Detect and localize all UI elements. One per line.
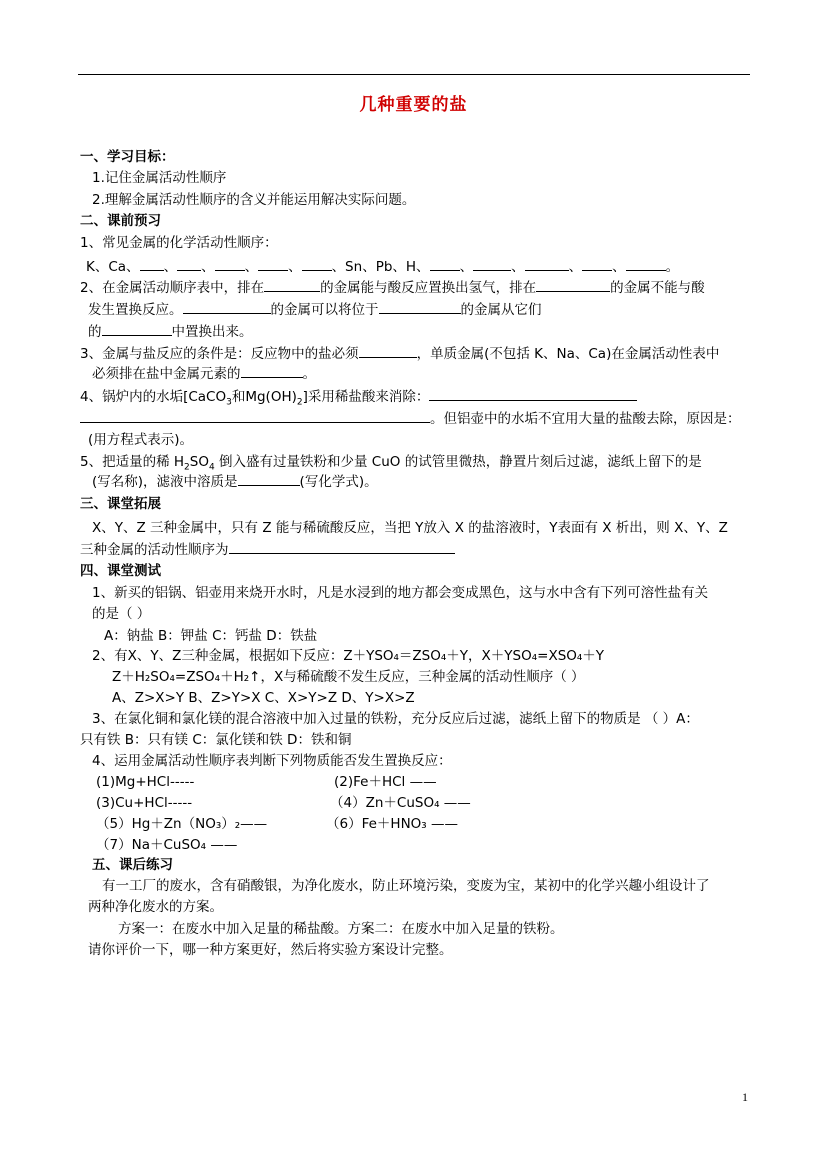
text-segment: 中置换出来。: [171, 324, 253, 340]
preview-q2-line1: [80, 278, 705, 298]
answer-blank: [215, 257, 245, 271]
preview-q4-line2: [80, 409, 741, 429]
answer-blank: [379, 300, 461, 314]
answer-blank: [140, 257, 164, 271]
preview-q4-line3: (用方程式表示)。: [88, 432, 194, 448]
extension-text-line1: X、Y、Z 三种金属中，只有 Z 能与稀硫酸反应，当把 Y放入 X 的盐溶液时，Y表面有 X 析出，则 X、Y、Z: [92, 520, 728, 536]
answer-blank: [430, 257, 460, 271]
answer-blank: [183, 300, 271, 314]
text-segment: 的金属从它们: [460, 302, 542, 318]
text-segment: 、: [201, 259, 215, 275]
preview-q3-line1: [80, 344, 719, 364]
text-segment: 、: [568, 259, 583, 275]
answer-blank: [302, 257, 332, 271]
text-segment: 。但铝壶中的水垢不宜用大量的盐酸去除，原因是：: [430, 411, 741, 427]
answer-blank: [80, 409, 430, 423]
subscript: 4: [208, 462, 215, 473]
preview-q5-line2: [92, 472, 378, 492]
answer-blank: [177, 257, 201, 271]
reaction-3: (3)Cu+HCl-----: [96, 795, 193, 811]
text-segment: SO: [189, 454, 209, 470]
answer-blank: [264, 278, 320, 292]
preview-q2-line3: [88, 322, 253, 342]
homework-line4: 请你评价一下，哪一种方案更好，然后将实验方案设计完整。: [88, 942, 453, 958]
text-segment: 3、金属与盐反应的条件是：反应物中的盐必须: [80, 346, 359, 362]
reaction-5: （5）Hg＋Zn（NO₃）₂——: [96, 816, 268, 832]
text-segment: ]采用稀盐酸来消除：: [302, 389, 430, 405]
answer-blank: [582, 257, 612, 271]
text-segment: 倒入盛有过量铁粉和少量 CuO 的试管里微热，静置片刻后过滤，滤纸上留下的是: [214, 454, 702, 470]
test-q2-options: A、Z>X>Y B、Z>Y>X C、X>Y>Z D、Y>X>Z: [112, 690, 415, 706]
reaction-1: (1)Mg+HCl-----: [96, 774, 195, 790]
text-segment: (写化学式)。: [299, 474, 378, 490]
text-segment: 。: [302, 366, 316, 382]
section-heading-goals: 一、学习目标：: [80, 149, 175, 165]
text-segment: 、: [511, 259, 525, 275]
text-segment: 、Sn、Pb、H、: [331, 259, 430, 275]
answer-blank: [536, 278, 610, 292]
text-segment: 发生置换反应。: [88, 302, 183, 318]
preview-q1-blanks: [86, 257, 679, 277]
answer-blank: [473, 257, 511, 271]
test-q1-options: A：钠盐 B：钾盐 C：钙盐 D：铁盐: [104, 628, 318, 644]
text-segment: K、Ca、: [86, 259, 140, 275]
reaction-6: （6）Fe＋HNO₃ ——: [326, 816, 459, 832]
subscript: 2: [184, 462, 190, 473]
section-heading-preview: 二、课前预习: [80, 213, 161, 229]
test-q1-line1: 1、新买的铝锅、铝壶用来烧开水时，凡是水浸到的地方都会变成黑色，这与水中含有下列可溶性盐有关: [92, 585, 709, 601]
text-segment: 必须排在盐中金属元素的: [92, 366, 241, 382]
section-heading-homework: 五、课后练习: [92, 857, 173, 873]
text-segment: 的金属能与酸反应置换出氢气，排在: [320, 280, 537, 296]
test-q2-line2: Z＋H₂SO₄=ZSO₄＋H₂↑，X与稀硫酸不发生反应，三种金属的活动性顺序（ ）: [112, 669, 585, 685]
answer-blank: [359, 344, 417, 358]
test-q3-line2: 只有铁 B：只有镁 C：氯化镁和铁 D：铁和铜: [80, 732, 352, 748]
text-segment: 5、把适量的稀 H: [80, 454, 185, 470]
subscript: 3: [226, 397, 232, 408]
homework-line3: 方案一：在废水中加入足量的稀盐酸。方案二：在废水中加入足量的铁粉。: [118, 921, 564, 937]
test-q2-line1: 2、有X、Y、Z三种金属，根据如下反应：Z＋YSO₄＝ZSO₄＋Y，X＋YSO₄=XSO₄＋Y: [92, 648, 605, 664]
test-q4: 4、运用金属活动性顺序表判断下列物质能否发生置换反应：: [92, 753, 452, 769]
answer-blank: [258, 257, 288, 271]
answer-blank: [525, 257, 569, 271]
answer-blank: [626, 257, 666, 271]
reaction-2: (2)Fe＋HCl ——: [334, 774, 437, 790]
goal-1: 1.记住金属活动性顺序: [92, 170, 227, 186]
preview-q3-line2: [92, 364, 316, 384]
page-title: 几种重要的盐: [359, 95, 468, 115]
homework-line1: 有一工厂的废水，含有硝酸银，为净化废水，防止环境污染，变废为宝，某初中的化学兴趣小组设计了: [102, 878, 710, 894]
text-segment: 、: [612, 259, 626, 275]
answer-blank: [238, 472, 300, 486]
extension-text-line2: [80, 540, 455, 560]
text-segment: (写名称)，滤液中溶质是: [92, 474, 238, 490]
text-segment: 4、锅炉内的水垢[CaCO: [80, 389, 227, 405]
test-q3-line1: 3、在氯化铜和氯化镁的混合溶液中加入过量的铁粉，充分反应后过滤，滤纸上留下的物质是 （ ）A：: [92, 711, 699, 727]
section-heading-extension: 三、课堂拓展: [80, 496, 161, 512]
text-segment: 和Mg(OH): [231, 389, 297, 405]
text-segment: 2、在金属活动顺序表中，排在: [80, 280, 265, 296]
reaction-4: （4）Zn＋CuSO₄ ——: [330, 795, 471, 811]
text-segment: 三种金属的活动性顺序为: [80, 542, 229, 558]
text-segment: 、: [163, 259, 178, 275]
homework-line2: 两种净化废水的方案。: [88, 899, 223, 915]
preview-q2-line2: [88, 300, 542, 320]
reaction-7: （7）Na＋CuSO₄ ——: [96, 837, 238, 853]
text-segment: 、: [288, 259, 302, 275]
preview-q1: 1、常见金属的化学活动性顺序：: [80, 235, 278, 251]
text-segment: ，单质金属(不包括 K、Na、Ca)在金属活动性表中: [416, 346, 720, 362]
answer-blank: [102, 322, 172, 336]
page-number: 1: [742, 1090, 748, 1104]
answer-blank: [241, 364, 303, 378]
text-segment: 、: [244, 259, 259, 275]
text-segment: 的金属不能与酸: [610, 280, 705, 296]
text-segment: 、: [459, 259, 474, 275]
goal-2: 2.理解金属活动性顺序的含义并能运用解决实际问题。: [92, 192, 416, 208]
test-q1-line2: 的是（ ）: [92, 606, 151, 622]
section-heading-test: 四、课堂测试: [80, 563, 161, 579]
text-segment: 。: [665, 259, 680, 275]
answer-blank: [429, 387, 637, 401]
answer-blank: [229, 540, 455, 554]
text-segment: 的金属可以将位于: [270, 302, 379, 318]
header-rule: [78, 74, 750, 75]
subscript: 2: [296, 397, 303, 408]
text-segment: 的: [88, 324, 102, 340]
